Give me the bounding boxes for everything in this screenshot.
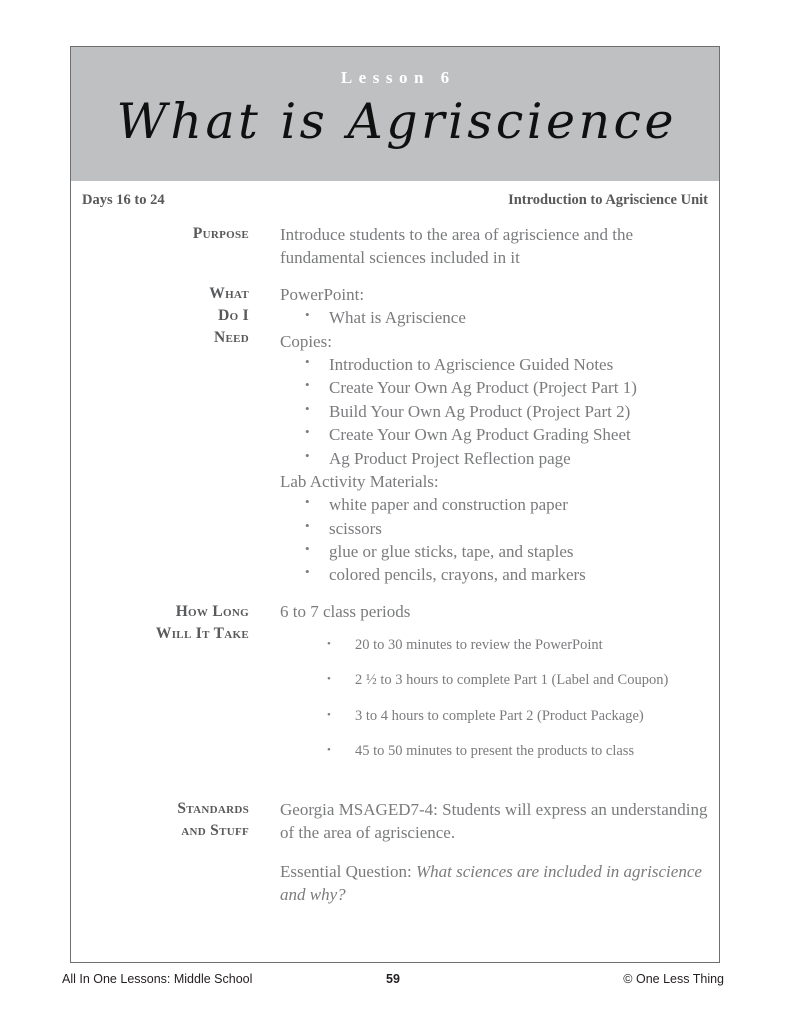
section-label-line-2: and Stuff	[181, 821, 249, 839]
list-item: • 20 to 30 minutes to review the PowerPoint	[327, 636, 719, 656]
materials-group-heading: Lab Activity Materials:	[280, 471, 439, 491]
materials-list-powerpoint	[280, 306, 719, 329]
list-item: • glue or glue sticks, tape, and staples	[305, 540, 719, 563]
section-body-what-do-i-need	[249, 283, 719, 587]
section-how-long-will-it-take	[71, 601, 719, 778]
days-range-label: Days 16 to 24	[82, 192, 165, 208]
list-item: • Create Your Own Ag Product (Project Part 1)	[305, 376, 719, 399]
essential-question-label: Essential Question:	[280, 861, 412, 881]
page-content-frame	[70, 46, 720, 963]
list-item: • 45 to 50 minutes to present the products to class	[327, 742, 719, 762]
list-item: • What is Agriscience	[305, 306, 719, 329]
essential-question	[280, 860, 719, 907]
section-what-do-i-need	[71, 283, 719, 587]
lesson-number: Lesson 6	[340, 68, 456, 87]
section-label-standards	[71, 798, 249, 842]
essential-question-text: What sciences are included in agriscience and why?	[280, 861, 702, 905]
section-label-purpose: Purpose	[192, 225, 249, 242]
section-label-line-2: Will It Take	[155, 624, 249, 642]
section-body-standards	[249, 798, 719, 907]
materials-list-lab	[280, 493, 719, 587]
section-body-purpose	[249, 223, 719, 270]
lesson-sections	[71, 223, 719, 907]
list-item: • Ag Product Project Reflection page	[305, 447, 719, 470]
section-standards-and-stuff	[71, 798, 719, 907]
list-item: • Build Your Own Ag Product (Project Part 2)	[305, 400, 719, 423]
list-item: • colored pencils, crayons, and markers	[305, 563, 719, 586]
lesson-header-row	[71, 181, 719, 219]
duration-summary: 6 to 7 class periods	[280, 601, 411, 621]
section-purpose	[71, 223, 719, 270]
standard-text: Georgia MSAGED7-4: Students will express an understanding of the area of agriscience.	[280, 799, 708, 843]
page-footer	[62, 972, 724, 994]
section-label-line-1: Standards	[177, 799, 249, 817]
section-label-how-long	[71, 601, 249, 645]
duration-breakdown-list	[280, 636, 719, 762]
purpose-text: Introduce students to the area of agriscience and the fundamental sciences included in it	[280, 225, 634, 268]
page-title: What is Agriscience	[116, 93, 677, 150]
list-item: • Create Your Own Ag Product Grading Sheet	[305, 423, 719, 446]
materials-group-heading: PowerPoint:	[280, 284, 365, 304]
list-item: • scissors	[305, 517, 719, 540]
section-label-line-2: Do I	[218, 306, 249, 324]
section-label-line-1: What	[209, 284, 249, 302]
list-item: • 2 ½ to 3 hours to complete Part 1 (Label and Coupon)	[327, 671, 719, 691]
unit-name-label: Introduction to Agriscience Unit	[508, 192, 708, 208]
materials-list-copies	[280, 353, 719, 470]
materials-group-heading: Copies:	[280, 331, 332, 351]
section-label-line-3: Need	[213, 328, 249, 346]
page-number: 59	[386, 972, 400, 986]
footer-series-label: All In One Lessons: Middle School	[62, 972, 253, 986]
section-label-line-1: How Long	[175, 602, 249, 620]
footer-copyright: © One Less Thing	[623, 972, 724, 986]
list-item: • white paper and construction paper	[305, 493, 719, 516]
section-label-what-do-i-need	[71, 283, 249, 349]
list-item: • Introduction to Agriscience Guided Notes	[305, 353, 719, 376]
section-body-how-long	[249, 601, 719, 778]
list-item: • 3 to 4 hours to complete Part 2 (Product Package)	[327, 707, 719, 727]
lesson-title-banner	[71, 47, 719, 181]
